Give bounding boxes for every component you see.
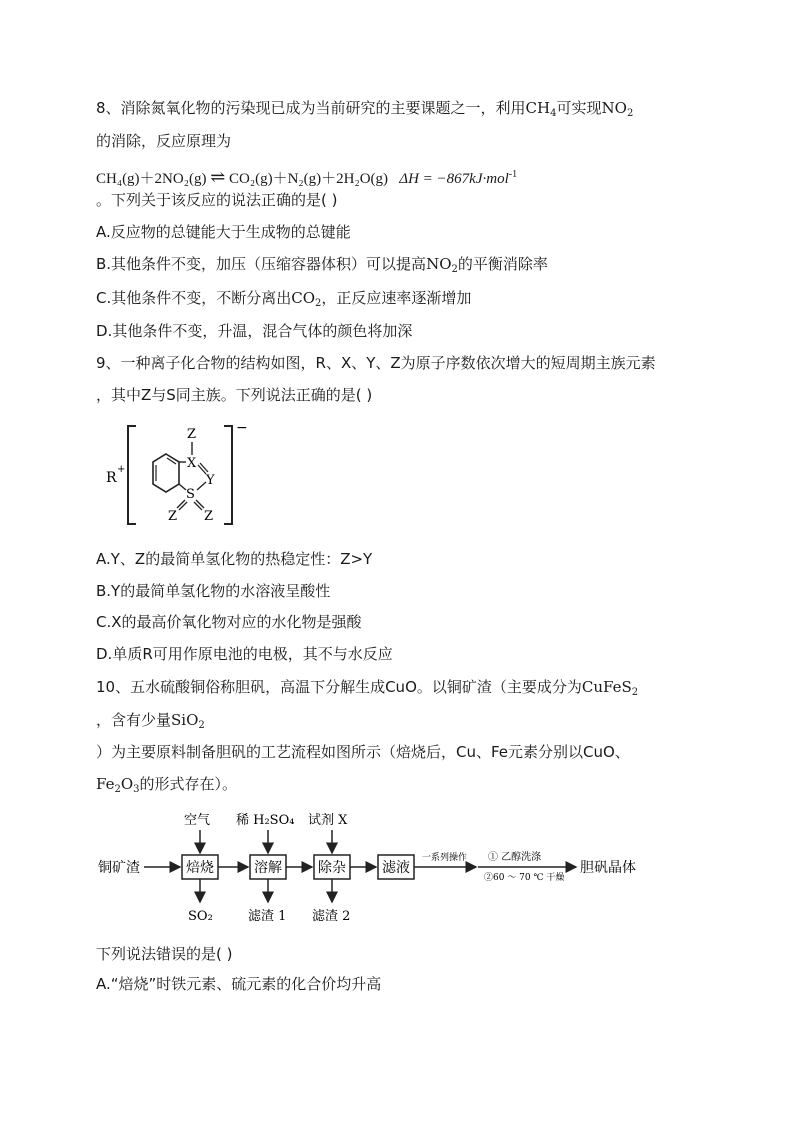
flow-arrow-label-1: 一系列操作 bbox=[422, 853, 468, 863]
formula-ch4: $CH_4$ bbox=[525, 99, 557, 119]
equilibrium-arrow-icon: ⇌ bbox=[210, 167, 226, 187]
q10-line1: 10、五水硫酸铜俗称胆矾，高温下分解生成CuO。以铜矿渣（主要成分为CuFeS$_2$ bbox=[96, 678, 639, 698]
q8-line1-text-b: 可实现 bbox=[556, 99, 602, 117]
q10-stem: 下列说法错误的是( ) bbox=[96, 945, 233, 963]
flow-arrow-label-2: ① 乙醇洗涤 bbox=[488, 852, 542, 863]
atom-y: Y bbox=[206, 473, 215, 488]
q8-line1-text-a: 8、消除氮氧化物的污染现已成为当前研究的主要课题之一，利用 bbox=[96, 99, 526, 117]
flow-input-2: 稀 H₂SO₄ bbox=[236, 813, 295, 828]
q8-equation bbox=[96, 165, 517, 189]
formula-co2: $CO_2$ bbox=[291, 289, 322, 309]
flow-step-1: 焙烧 bbox=[186, 860, 214, 876]
q10-line4: $Fe_2O_3$的形式存在）。 bbox=[96, 775, 238, 795]
q10-line2: ，含有少量SiO$_2$ bbox=[96, 711, 205, 731]
flow-output-1: SO₂ bbox=[188, 909, 213, 924]
flow-step-2: 溶解 bbox=[254, 860, 282, 876]
flow-start: 铜矿渣 bbox=[98, 860, 140, 876]
q8-stem: 。下列关于该反应的说法正确的是( ) bbox=[96, 191, 338, 209]
q8-line2: 的消除，反应原理为 bbox=[96, 132, 232, 150]
flow-input-1: 空气 bbox=[184, 813, 211, 828]
atom-s: S bbox=[186, 487, 195, 502]
q9-line1: 9、一种离子化合物的结构如图，R、X、Y、Z为原子序数依次增大的短周期主族元素 bbox=[96, 354, 656, 372]
q8-option-a: A.反应物的总键能大于生成物的总键能 bbox=[96, 223, 351, 241]
q9-option-b: B.Y的最简单氢化物的水溶液呈酸性 bbox=[96, 582, 331, 600]
right-bracket bbox=[224, 426, 232, 524]
q8-line1 bbox=[96, 98, 633, 124]
equation-reactants: CH₄(g)＋2NO₂(g) bbox=[96, 171, 207, 187]
q9-option-c: C.X的最高价氧化物对应的水化物是强酸 bbox=[96, 613, 362, 631]
q9-option-d: D.单质R可用作原电池的电极，其不与水反应 bbox=[96, 645, 393, 663]
enthalpy: ΔH = −867kJ·mol$^{-1}$ bbox=[399, 169, 518, 187]
q10-line3: ）为主要原料制备胆矾的工艺流程如图所示（焙烧后，Cu、Fe元素分别以CuO、 bbox=[96, 743, 630, 761]
q8-option-b: B.其他条件不变，加压（压缩容器体积）可以提高$NO_2$的平衡消除率 bbox=[96, 255, 548, 275]
benzene-ring bbox=[153, 454, 179, 492]
formula-sio2: SiO$_2$ bbox=[171, 711, 205, 731]
atom-x: X bbox=[187, 456, 197, 471]
left-bracket bbox=[128, 426, 136, 524]
formula-cufes2: CuFeS$_2$ bbox=[581, 678, 639, 698]
formula-fe2o3: $Fe_2O_3$ bbox=[96, 775, 140, 795]
flow-arrow-label-3: ②60 ～ 70 ℃ 干燥 bbox=[484, 873, 565, 883]
cation-r: R bbox=[106, 470, 117, 486]
flow-step-4: 滤液 bbox=[382, 860, 410, 876]
q8-option-c: C.其他条件不变，不断分离出$CO_2$，正反应速率逐渐增加 bbox=[96, 289, 472, 309]
ionic-compound-structure bbox=[100, 420, 260, 532]
flow-output-3: 滤渣 2 bbox=[312, 909, 351, 924]
q8-option-d: D.其他条件不变，升温，混合气体的颜色将加深 bbox=[96, 322, 413, 340]
flow-input-3: 试剂 X bbox=[308, 813, 348, 828]
atom-z-right: Z bbox=[204, 509, 214, 524]
formula-no2: $NO_2$ bbox=[601, 99, 634, 119]
atom-z-top: Z bbox=[187, 427, 197, 442]
q10-option-a: A.“焙烧”时铁元素、硫元素的化合价均升高 bbox=[96, 975, 382, 993]
formula-no2: $NO_2$ bbox=[426, 255, 458, 275]
equation-products: CO₂(g)＋N₂(g)＋2H₂O(g) bbox=[229, 171, 389, 187]
flow-end: 胆矾晶体 bbox=[580, 860, 636, 876]
atom-z-left: Z bbox=[168, 509, 178, 524]
anion-charge: − bbox=[236, 420, 248, 436]
cation-charge: + bbox=[117, 464, 126, 475]
process-flow-diagram bbox=[96, 800, 656, 935]
q9-option-a: A.Y、Z的最简单氢化物的热稳定性：Z>Y bbox=[96, 550, 373, 568]
flow-output-2: 滤渣 1 bbox=[248, 909, 287, 924]
q9-line2: ，其中Z与S同主族。下列说法正确的是( ) bbox=[96, 386, 373, 404]
flow-step-3: 除杂 bbox=[318, 860, 346, 876]
